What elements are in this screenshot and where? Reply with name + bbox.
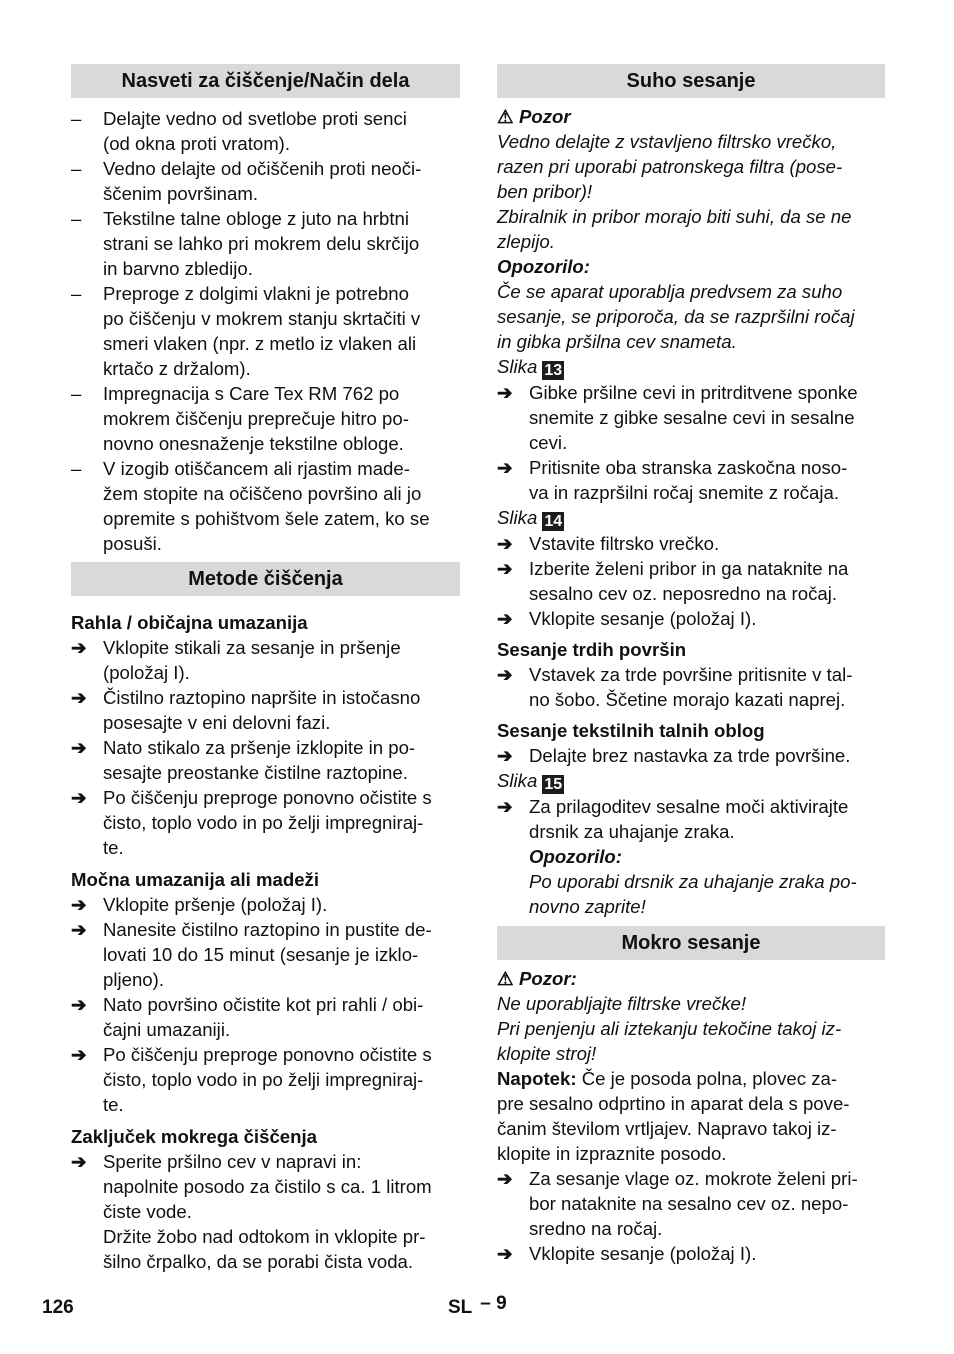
text-line: Delajte vedno od svetlobe proti senci (103, 108, 407, 129)
text-line: mokrem čiščenju preprečuje hitro po- (103, 408, 409, 429)
warning-triangle-icon: ⚠ (497, 106, 514, 127)
arrow-list-item (497, 455, 885, 505)
spacer (71, 98, 460, 106)
figure-reference (497, 768, 885, 794)
text-line: Nanesite čistilno raztopino in pustite de- (103, 919, 432, 940)
arrow-list-item (71, 635, 460, 685)
arrow-list-item (71, 685, 460, 735)
arrow-list-item (71, 992, 460, 1042)
text-line: Vedno delajte z vstavljeno filtrsko vrečko, (497, 131, 837, 152)
arrow-list-item (497, 1241, 885, 1266)
warning-wet (497, 966, 885, 991)
figure-reference (497, 354, 885, 380)
text-line: razen pri uporabi patronskega filtra (pose- (497, 156, 843, 177)
text-line: novno onesnaženje tekstilne obloge. (103, 433, 404, 454)
text-line: novno zaprite! (529, 896, 646, 917)
text-line: sesalno cev oz. neposredno na ročaj. (529, 583, 838, 604)
arrow-list-item (497, 1166, 885, 1241)
arrow-list-item (497, 662, 885, 712)
arrow-right-icon: ➔ (71, 637, 87, 658)
section-heading-dry: Suho sesanje (497, 64, 885, 98)
text-line: Po čiščenju preproge ponovno očistite s (103, 1044, 432, 1065)
text-line: Vedno delajte od očiščenih proti neoči- (103, 158, 422, 179)
text-line: ščenim površinam. (103, 183, 258, 204)
text-line: Za sesanje vlage oz. mokrote želeni pri- (529, 1168, 858, 1189)
text-line: šilno črpalko, da se porabi čista voda. (103, 1251, 414, 1272)
note-label-dry: Opozorilo: (497, 256, 590, 277)
continuation-text (71, 1224, 460, 1274)
text-line: Čistilno raztopino napršite in istočasno (103, 687, 421, 708)
text-line: Vstavek za trde površine pritisnite v tal- (529, 664, 853, 685)
text-line: Sperite pršilno cev v napravi in: (103, 1151, 362, 1172)
text-line: no šobo. Ščetine morajo kazati naprej. (529, 689, 846, 710)
text-line: krtačo z držalom). (103, 358, 251, 379)
arrow-list-item (71, 1042, 460, 1117)
napotek-note (497, 1066, 885, 1166)
napotek-label: Napotek: (497, 1068, 577, 1089)
text-line: čisto, toplo vodo in po želji impregniraj- (103, 812, 424, 833)
arrow-right-icon: ➔ (71, 919, 87, 940)
spacer (497, 919, 885, 926)
text-line: Če se aparat uporablja predvsem za suho (497, 281, 843, 302)
subheading-light-dirt: Rahla / običajna umazanija (71, 612, 308, 633)
text-line: smeri vlaken (npr. z metlo iz vlaken ali (103, 333, 417, 354)
text-line: Gibke pršilne cevi in pritrditvene sponke (529, 382, 858, 403)
arrow-right-icon: ➔ (71, 894, 87, 915)
text-line: va in razpršilni ročaj snemite z ročaja. (529, 482, 840, 503)
warning-label: Pozor (519, 106, 571, 127)
text-line: Izberite želeni pribor in ga nataknite na (529, 558, 849, 579)
text-line: Tekstilne talne obloge z juto na hrbtni (103, 208, 409, 229)
text-line: Impregnacija s Care Tex RM 762 po (103, 383, 400, 404)
arrow-right-icon: ➔ (71, 737, 87, 758)
text-line: čiste vode. (103, 1201, 192, 1222)
note-label-air: Opozorilo: (529, 846, 622, 867)
warning-dry (497, 104, 885, 129)
text-line: Zbiralnik in pribor morajo biti suhi, da se ne (497, 206, 852, 227)
arrow-right-icon: ➔ (71, 1044, 87, 1065)
arrow-list-item (497, 556, 885, 606)
text-line: Za prilagoditev sesalne moči aktivirajte (529, 796, 849, 817)
text-line: pljeno). (103, 969, 164, 990)
text-line: Pri penjenju ali iztekanju tekočine takoj iz- (497, 1018, 842, 1039)
arrow-right-icon: ➔ (71, 687, 87, 708)
arrow-list-item (71, 917, 460, 992)
dash-list-item (71, 206, 460, 281)
note-text-air (497, 869, 885, 919)
subheading-finish: Zaključek mokrega čiščenja (71, 1126, 317, 1147)
subheading-heavy-dirt: Močna umazanija ali madeži (71, 869, 319, 890)
text-line: lovati 10 do 15 minut (sesanje je izklo- (103, 944, 419, 965)
figure-number: 14 (544, 513, 563, 530)
text-line: cevi. (529, 432, 568, 453)
arrow-right-icon: ➔ (497, 382, 513, 403)
language-code: SL (448, 1297, 472, 1318)
arrow-list-item (497, 380, 885, 455)
arrow-list-item (497, 531, 885, 556)
text-line: V izogib otiščancem ali rjastim made- (103, 458, 410, 479)
text-line: te. (103, 1094, 124, 1115)
arrow-right-icon: ➔ (71, 994, 87, 1015)
text-line: Delajte brez nastavka za trde površine. (529, 745, 851, 766)
section-heading-methods: Metode čiščenja (71, 562, 460, 596)
text-line: zlepijo. (497, 231, 555, 252)
arrow-right-icon: ➔ (497, 533, 513, 554)
figure-number: 15 (544, 776, 563, 793)
text-line: Po čiščenju preproge ponovno očistite s (103, 787, 432, 808)
text-line: drsnik za uhajanje zraka. (529, 821, 735, 842)
text-line: bor nataknite na sesalno cev oz. nepo- (529, 1193, 849, 1214)
figure-number: 13 (544, 362, 563, 379)
warning-text-wet (497, 991, 885, 1066)
text-line: pre sesalno odprtino in aparat dela s pove- (497, 1093, 850, 1114)
arrow-right-icon: ➔ (497, 457, 513, 478)
text-line: čajni umazaniji. (103, 1019, 231, 1040)
text-line: Pritisnite oba stranska zaskočna noso- (529, 457, 848, 478)
text-line: Po uporabi drsnik za uhajanje zraka po- (529, 871, 857, 892)
section-heading-tips: Nasveti za čiščenje/Način dela (71, 64, 460, 98)
warning-label: Pozor: (519, 968, 577, 989)
arrow-list-item (497, 794, 885, 844)
text-line: sesanje, se priporoča, da se razpršilni ročaj (497, 306, 855, 327)
text-line: in barvno zbledijo. (103, 258, 253, 279)
dash-list-item (71, 106, 460, 156)
dash-list-item (71, 381, 460, 456)
arrow-right-icon: ➔ (71, 787, 87, 808)
dash-list-item (71, 456, 460, 556)
arrow-right-icon: ➔ (71, 1151, 87, 1172)
page-number: 126 (42, 1297, 74, 1318)
text-line: čanim številom vrtljajev. Napravo takoj iz- (497, 1118, 837, 1139)
subheading-textile-floor: Sesanje tekstilnih talnih oblog (497, 720, 765, 741)
arrow-right-icon: ➔ (497, 1243, 513, 1264)
arrow-list-item (497, 743, 885, 768)
text-line: posuši. (103, 533, 162, 554)
text-line: klopite in izpraznite posodo. (497, 1143, 727, 1164)
text-line: Če je posoda polna, plovec za- (576, 1068, 838, 1089)
warning-triangle-icon: ⚠ (497, 968, 514, 989)
text-line: napolnite posodo za čistilo s ca. 1 litrom (103, 1176, 432, 1197)
warning-text-dry (497, 129, 885, 254)
text-line: posesajte v eni delovni fazi. (103, 712, 331, 733)
text-line: Nato površino očistite kot pri rahli / obi- (103, 994, 424, 1015)
arrow-list-item (71, 892, 460, 917)
dash-list-item (71, 156, 460, 206)
section-number: – 9 (480, 1293, 507, 1314)
figure-reference (497, 505, 885, 531)
text-line: te. (103, 837, 124, 858)
figure-label: Slika (497, 770, 538, 791)
text-line: Vklopite pršenje (položaj I). (103, 894, 328, 915)
text-line: Ne uporabljajte filtrske vrečke! (497, 993, 747, 1014)
note-text-dry (497, 279, 885, 354)
text-line: Preproge z dolgimi vlakni je potrebno (103, 283, 409, 304)
text-line: (položaj I). (103, 662, 190, 683)
text-line: (od okna proti vratom). (103, 133, 291, 154)
text-line: žem stopite na očiščeno površino ali jo (103, 483, 422, 504)
left-column (71, 64, 460, 1274)
text-line: ben pribor)! (497, 181, 593, 202)
subheading-hard-floor: Sesanje trdih površin (497, 639, 687, 660)
figure-label: Slika (497, 507, 538, 528)
right-column (497, 64, 885, 1266)
text-line: sredno na ročaj. (529, 1218, 663, 1239)
text-line: Nato stikalo za pršenje izklopite in po- (103, 737, 416, 758)
text-line: Vklopite stikali za sesanje in pršenje (103, 637, 401, 658)
text-line: klopite stroj! (497, 1043, 597, 1064)
section-heading-wet: Mokro sesanje (497, 926, 885, 960)
text-line: opremite s pohištvom šele zatem, ko se (103, 508, 430, 529)
dash-list-item (71, 281, 460, 381)
arrow-list-item (71, 785, 460, 860)
figure-label: Slika (497, 356, 538, 377)
footer-language (448, 1293, 507, 1319)
text-line: in gibka pršilna cev snameta. (497, 331, 737, 352)
text-line: čisto, toplo vodo in po želji impregniraj- (103, 1069, 424, 1090)
text-line: strani se lahko pri mokrem delu skrčijo (103, 233, 420, 254)
text-line: Vklopite sesanje (položaj I). (529, 608, 757, 629)
arrow-right-icon: ➔ (497, 558, 513, 579)
arrow-list-item (71, 1149, 460, 1224)
arrow-list-item (71, 735, 460, 785)
text-line: Držite žobo nad odtokom in vklopite pr- (103, 1226, 426, 1247)
arrow-right-icon: ➔ (497, 664, 513, 685)
text-line: Vstavite filtrsko vrečko. (529, 533, 720, 554)
text-line: Vklopite sesanje (položaj I). (529, 1243, 757, 1264)
text-line: sesajte preostanke čistilne raztopine. (103, 762, 408, 783)
text-line: po čiščenju v mokrem stanju skrtačiti v (103, 308, 421, 329)
arrow-list-item (497, 606, 885, 631)
text-line: snemite z gibke sesalne cevi in sesalne (529, 407, 855, 428)
arrow-right-icon: ➔ (497, 796, 513, 817)
arrow-right-icon: ➔ (497, 745, 513, 766)
arrow-right-icon: ➔ (497, 1168, 513, 1189)
arrow-right-icon: ➔ (497, 608, 513, 629)
